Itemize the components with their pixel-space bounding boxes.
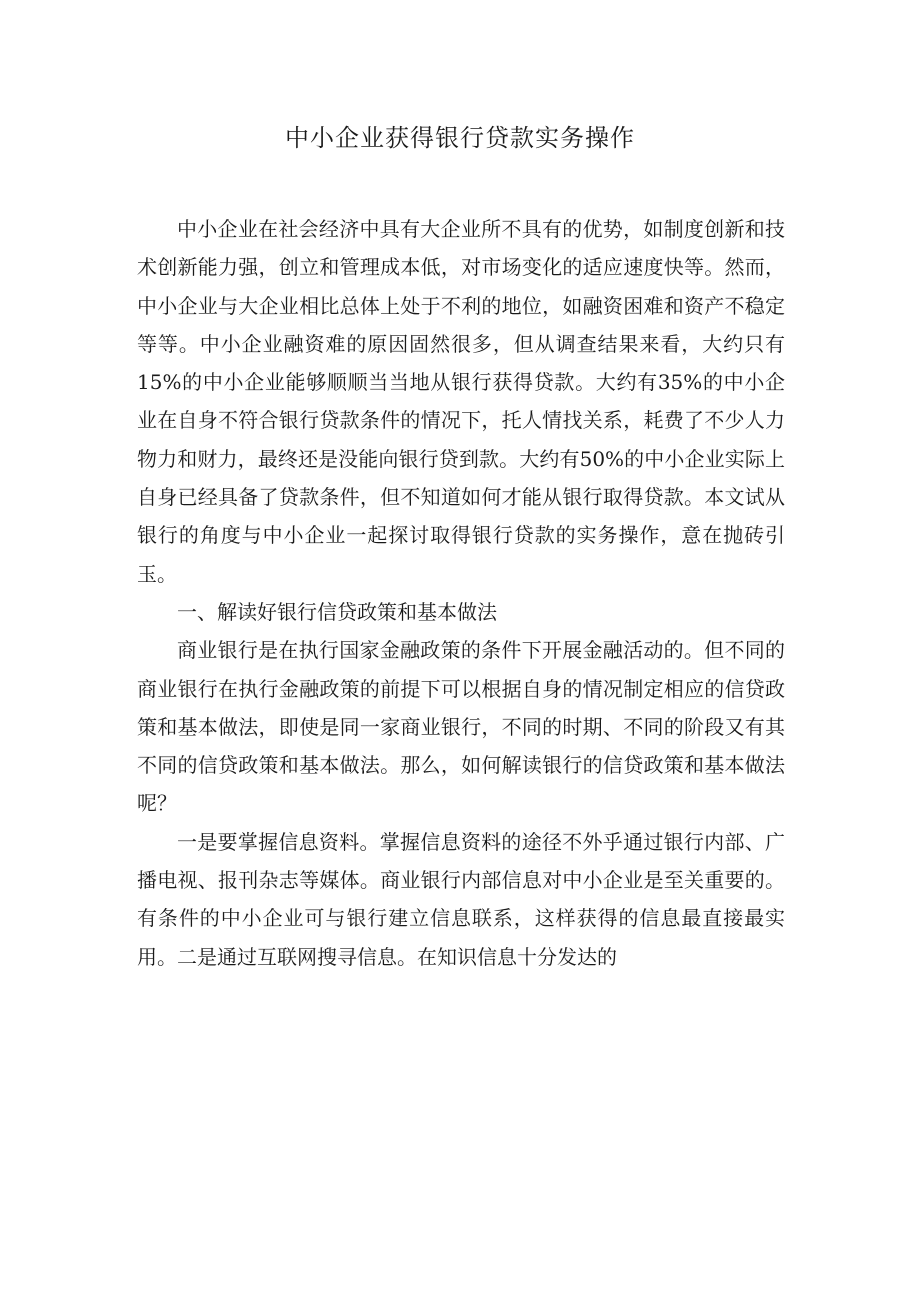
section-heading-1: 一、解读好银行信贷政策和基本做法 <box>177 599 497 624</box>
document-body <box>137 210 785 976</box>
paragraph-credit-policy: 商业银行是在执行国家金融政策的条件下开展金融活动的。但不同的商业银行在执行金融政策的前提下可以根据自身的情况制定相应的信贷政策和基本做法，即使是同一家商业银行，不同的时期、不同的阶段又有其不同的信贷政策和基本做法。那么，如何解读银行的信贷政策和基本做法呢？ <box>137 638 785 816</box>
paragraph-intro: 中小企业在社会经济中具有大企业所不具有的优势，如制度创新和技术创新能力强，创立和管理成本低，对市场变化的适应速度快等。然而，中小企业与大企业相比总体上处于不利的地位，如融资困难和资产不稳定等等。中小企业融资难的原因固然很多，但从调查结果来看，大约只有15%的中小企业能够顺顺当当地从银行获得贷款。大约有35%的中小企业在自身不符合银行贷款条件的情况下，托人情找关系，耗费了不少人力物力和财力，最终还是没能向银行贷到款。大约有50%的中小企业实际上自身已经具备了贷款条件，但不知道如何才能从银行取得贷款。本文试从银行的角度与中小企业一起探讨取得银行贷款的实务操作，意在抛砖引玉。 <box>137 217 785 586</box>
paragraph-information: 一是要掌握信息资料。掌握信息资料的途径不外乎通过银行内部、广播电视、报刊杂志等媒体。商业银行内部信息对中小企业是至关重要的。有条件的中小企业可与银行建立信息联系，这样获得的信息最直接最实用。二是通过互联网搜寻信息。在知识信息十分发达的 <box>137 829 785 969</box>
document-title: 中小企业获得银行贷款实务操作 <box>285 124 635 152</box>
